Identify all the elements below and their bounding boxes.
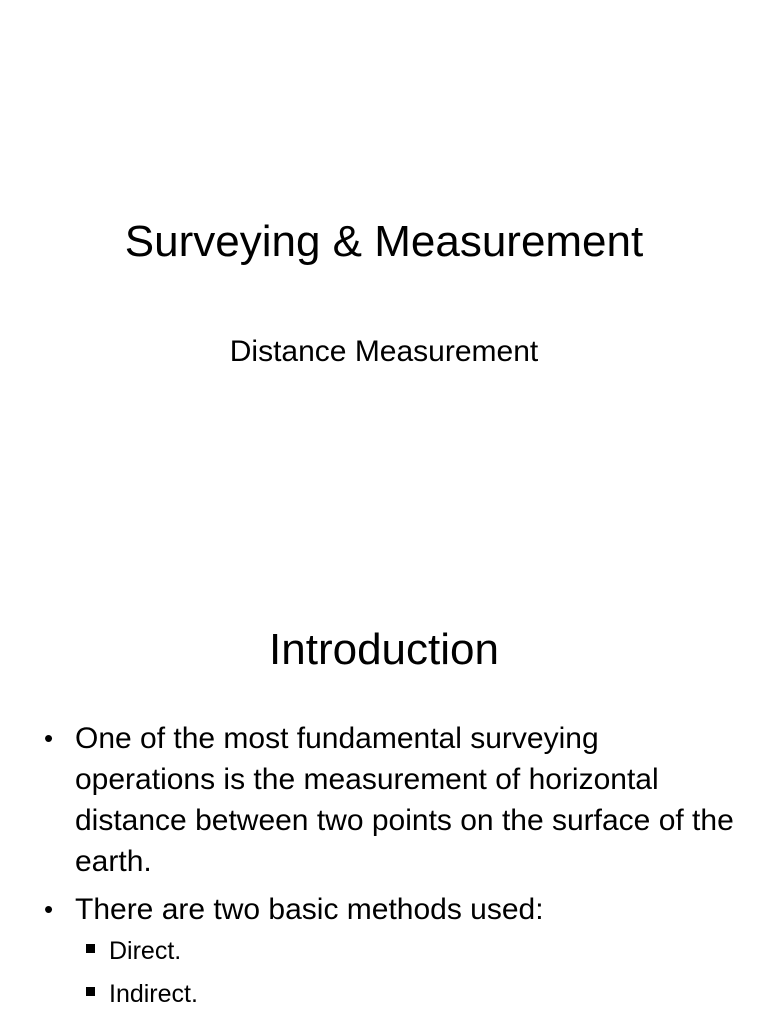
bullet-dot-icon: • (44, 894, 54, 924)
slide-subtitle: Distance Measurement (229, 335, 539, 368)
sub-bullet-item (86, 934, 734, 968)
slide-title: Introduction (269, 625, 499, 674)
square-bullet-icon (86, 987, 95, 996)
square-bullet-icon (86, 944, 95, 953)
introduction-slide (0, 576, 768, 1024)
sub-bullet-text: Indirect. (109, 980, 198, 1008)
bullet-item (44, 718, 734, 882)
bullet-list (44, 718, 734, 1020)
sub-bullet-item (86, 977, 734, 1011)
bullet-item (44, 889, 734, 1011)
bullet-text: There are two basic methods used: (75, 893, 544, 926)
sub-bullet-list (75, 934, 734, 1011)
bullet-dot-icon: • (44, 723, 54, 753)
sub-bullet-text: Direct. (109, 937, 182, 965)
bullet-text: One of the most fundamental surveying operations is the measurement of horizontal distance between two points on the surface of the earth. (75, 722, 734, 878)
slide-title: Surveying & Measurement (124, 217, 644, 266)
